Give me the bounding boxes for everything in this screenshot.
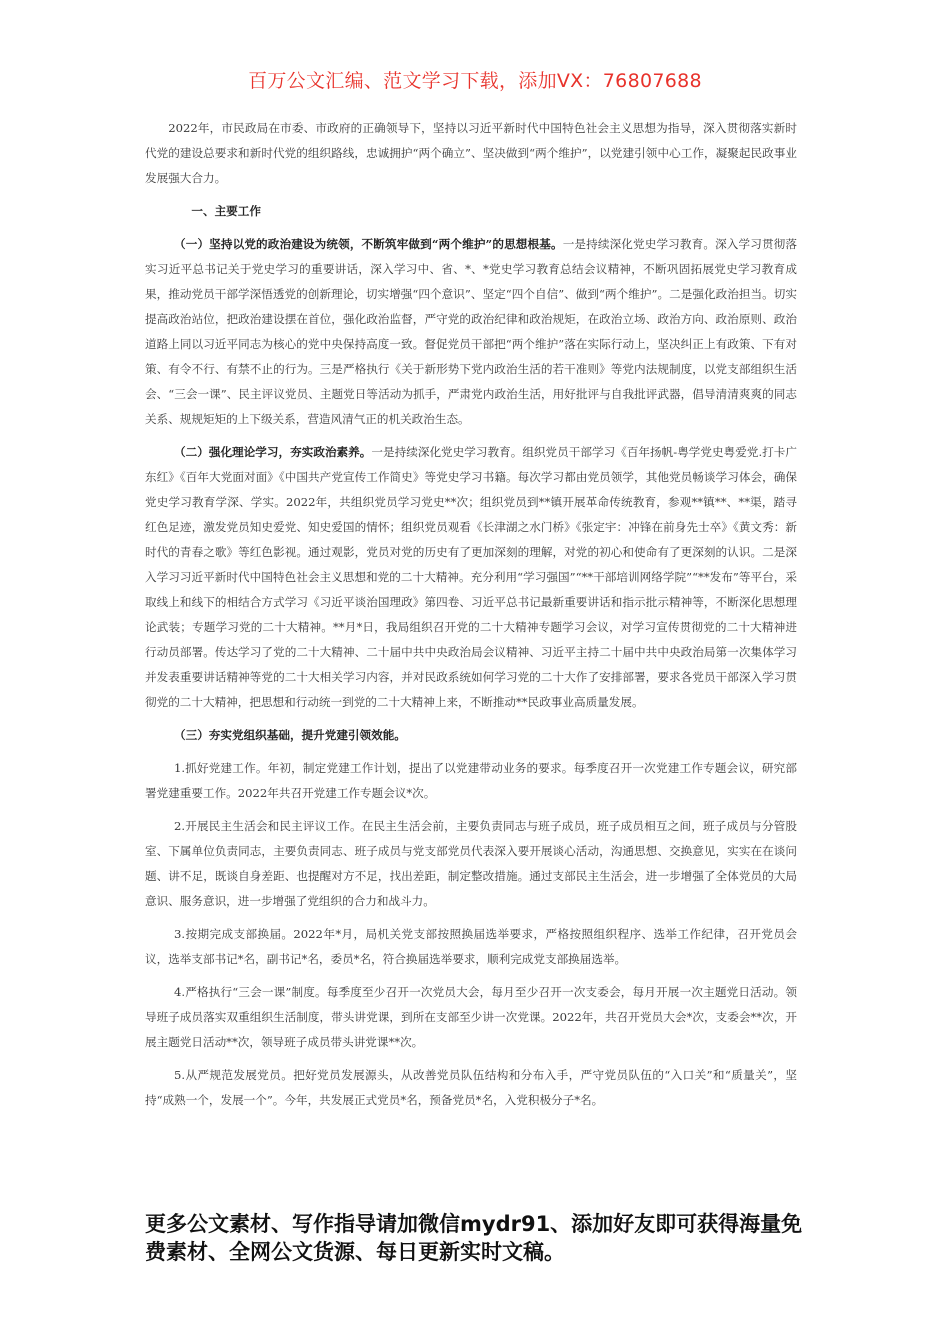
part1-heading: （一）坚持以党的政治建设为统领，不断筑牢做到“两个维护”的思想根基。	[174, 237, 563, 251]
list-item: 3.按期完成支部换届。2022年*月，局机关党支部按照换届选举要求，严格按照组织程序、选举工作纪律，召开党员会议，选举支部书记*名，副书记*名，委员*名，符合换届选举要求，顺利完成党支部换届选举。	[145, 927, 797, 966]
list-item: 1.抓好党建工作。年初，制定党建工作计划，提出了以党建带动业务的要求。每季度召开一次党建工作专题会议，研究部署党建重要工作。2022年共召开党建工作专题会议*次。	[145, 761, 797, 800]
part2-paragraph	[145, 440, 797, 715]
promo-footer: 更多公文素材、写作指导请加微信mydr91、添加好友即可获得海量免费素材、全网公文货源、每日更新实时文稿。	[145, 1212, 803, 1264]
part2-heading: （二）强化理论学习，夯实政治素养。	[174, 445, 372, 459]
list-item: 2.开展民主生活会和民主评议工作。在民主生活会前，主要负责同志与班子成员，班子成员相互之间，班子成员与分管股室、下属单位负责同志，主要负责同志、班子成员与党支部党员代表深入要开展谈心活动，沟通思想、交换意见，实实在在谈问题、讲不足，既谈自身差距、也提醒对方不足，找出差距，制定整改措施。通过支部民主生活会，进一步增强了全体党员的大局意识、服务意识，进一步增强了党组织的合力和战斗力。	[145, 819, 797, 908]
part2-text: 一是持续深化党史学习教育。组织党员干部学习《百年扬帆-粤学党史粤爱党.打卡广东红》《百年大党面对面》《中国共产党宣传工作简史》等党史学习书籍。每次学习都由党员领学，其他党员畅谈学习体会，确保党史学习教育学深、学实。2022年，共组织党员学习党史**次；组织党员到**镇开展革命传统教育，参观**镇**、**渠，踏寻红色足迹，激发党员知史爱党、知史爱国的情怀；组织党员观看《长津湖之水门桥》《张定宇：冲锋在前身先士卒》《黄文秀：新时代的青春之歌》等红色影视。通过观影，党员对党的历史有了更加深刻的理解，对党的初心和使命有了更深刻的认识。二是深入学习习近平新时代中国特色社会主义思想和党的二十大精神。充分利用“学习强国”“**干部培训网络学院”“**发布”等平台，采取线上和线下的相结合方式学习《习近平谈治国理政》第四卷、习近平总书记最新重要讲话和指示批示精神等，不断深化思想理论武装；专题学习党的二十大精神。**月*日，我局组织召开党的二十大精神专题学习会议，对学习宣传贯彻党的二十大精神进行动员部署。传达学习了党的二十大精神、二十届中共中央政治局会议精神、习近平主持二十届中共中央政治局第一次集体学习并发表重要讲话精神等党的二十大相关学习内容，并对民政系统如何学习党的二十大作了安排部署，要求各党员干部深入学习贯彻党的二十大精神，把思想和行动统一到党的二十大精神上来，不断推动**民政事业高质量发展。	[145, 445, 797, 709]
part3-heading: （三）夯实党组织基础，提升党建引领效能。	[174, 728, 406, 742]
list-item: 4.严格执行“三会一课”制度。每季度至少召开一次党员大会，每月至少召开一次支委会，每月开展一次主题党日活动。领导班子成员落实双重组织生活制度，带头讲党课，到所在支部至少讲一次党课。2022年，共召开党员大会*次，支委会**次，开展主题党日活动**次，领导班子成员带头讲党课**次。	[145, 985, 797, 1049]
promo-header: 百万公文汇编、范文学习下载，添加VX：76807688	[248, 70, 702, 92]
document-body	[145, 116, 797, 1121]
part1-paragraph	[145, 232, 797, 432]
section-title: 一、主要工作	[191, 204, 261, 218]
list-item: 5.从严规范发展党员。把好党员发展源头，从改善党员队伍结构和分布入手，严守党员队伍的“入口关”和“质量关”，坚持“成熟一个，发展一个”。今年，共发展正式党员*名，预备党员*名，入党积极分子*名。	[145, 1068, 797, 1107]
intro-paragraph: 2022年，市民政局在市委、市政府的正确领导下，坚持以习近平新时代中国特色社会主义思想为指导，深入贯彻落实新时代党的建设总要求和新时代党的组织路线，忠诚拥护“两个确立”、坚决做到“两个维护”，以党建引领中心工作，凝聚起民政事业发展强大合力。	[145, 121, 797, 185]
part1-text: 一是持续深化党史学习教育。深入学习贯彻落实习近平总书记关于党史学习的重要讲话，深入学习中、省、*、*党史学习教育总结会议精神，不断巩固拓展党史学习教育成果，推动党员干部学深悟透党的创新理论，切实增强“四个意识”、坚定“四个自信”、做到“两个维护”。二是强化政治担当。切实提高政治站位，把政治建设摆在首位，强化政治监督，严守党的政治纪律和政治规矩，在政治立场、政治方向、政治原则、政治道路上同以习近平同志为核心的党中央保持高度一致。督促党员干部把“两个维护”落在实际行动上，坚决纠正上有政策、下有对策、有令不行、有禁不止的行为。三是严格执行《关于新形势下党内政治生活的若干准则》等党内法规制度，以党支部组织生活会、“三会一课”、民主评议党员、主题党日等活动为抓手，严肃党内政治生活，用好批评与自我批评武器，倡导清清爽爽的同志关系、规规矩矩的上下级关系，营造风清气正的机关政治生态。	[145, 237, 797, 426]
